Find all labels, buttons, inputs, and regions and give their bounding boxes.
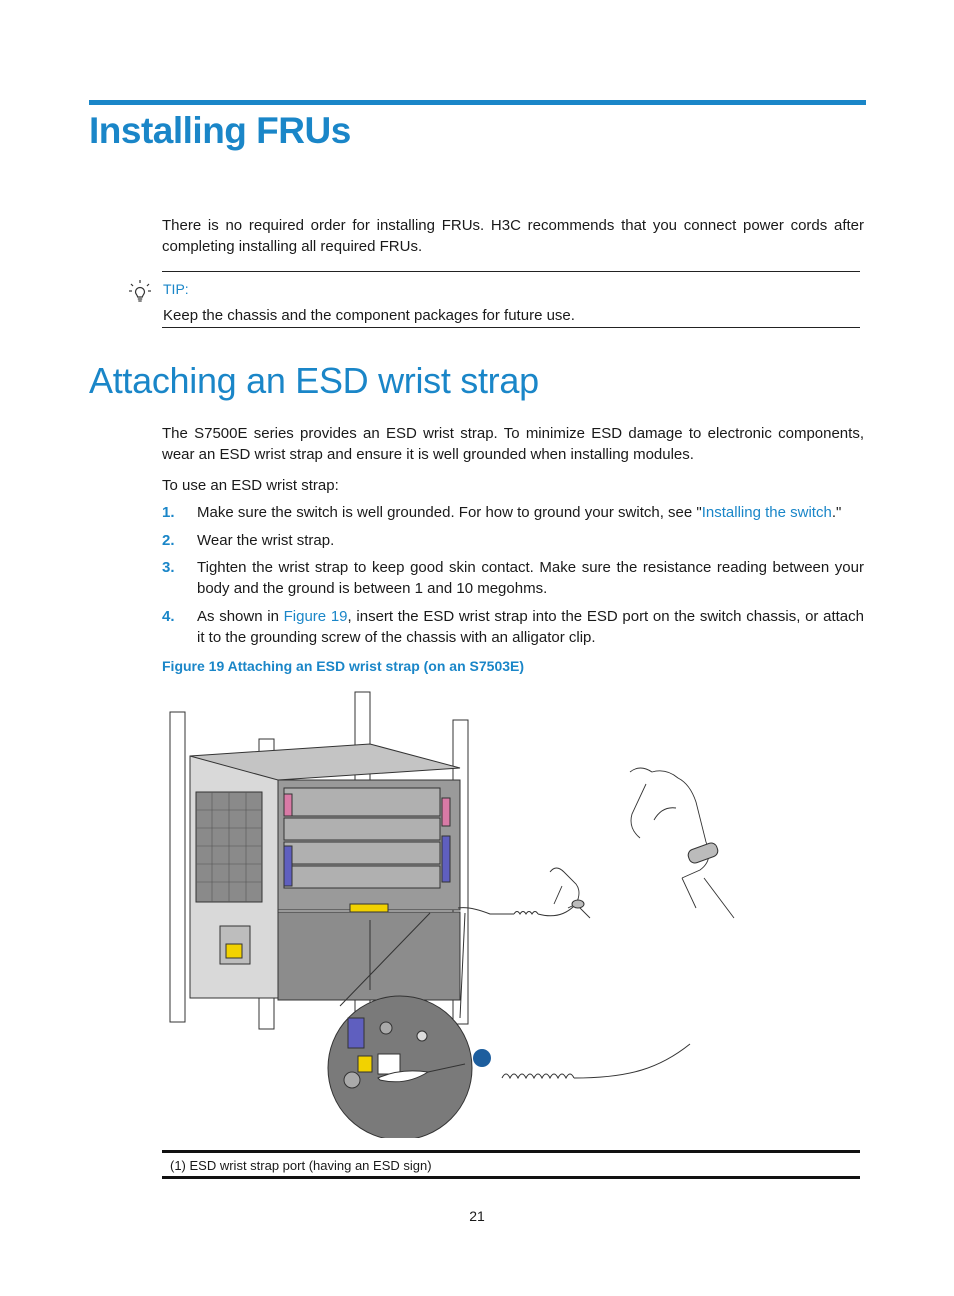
figure-caption: Figure 19 Attaching an ESD wrist strap (on an S7503E)	[162, 658, 525, 674]
tip-text: Keep the chassis and the component packages for future use.	[163, 307, 575, 324]
step-number: 1.	[162, 504, 175, 521]
step-number: 2.	[162, 532, 175, 549]
step-number: 3.	[162, 559, 175, 576]
step-item: 1. Make sure the switch is well grounded. For how to ground your switch, see "Installing the switch."	[162, 504, 842, 521]
tip-label: TIP:	[163, 281, 189, 297]
section-paragraph: The S7500E series provides an ESD wrist strap. To minimize ESD damage to electronic components, wear an ESD wrist strap and ensure it is well grounded when installing modules.	[162, 425, 864, 463]
step-number: 4.	[162, 608, 175, 625]
figure-legend: (1) ESD wrist strap port (having an ESD sign)	[170, 1158, 432, 1173]
step-item: 4. As shown in Figure 19, insert the ESD wrist strap into the ESD port on the switch chassis, or attach it to the grounding screw of the chassis with an alligator clip.	[162, 608, 864, 646]
legend-top-rule	[162, 1150, 860, 1153]
installing-switch-link[interactable]: Installing the switch	[701, 504, 832, 521]
callout-marker	[473, 1049, 491, 1067]
intro-paragraph: There is no required order for installing FRUs. H3C recommends that you connect power cords after completing installing all required FRUs.	[162, 217, 864, 255]
page-number: 21	[469, 1208, 485, 1224]
figure-19-link[interactable]: Figure 19	[283, 608, 348, 625]
legend-bottom-rule	[162, 1176, 860, 1179]
page-heading: Installing FRUs	[89, 110, 351, 151]
steps-list	[162, 502, 864, 648]
tip-top-rule	[162, 271, 860, 272]
steps-intro: To use an ESD wrist strap:	[162, 477, 339, 494]
lightbulb-icon	[128, 279, 152, 305]
step-item: 2. Wear the wrist strap.	[162, 532, 335, 549]
tip-bottom-rule	[162, 327, 860, 328]
esd-wrist-strap-figure	[160, 688, 780, 1138]
section-heading: Attaching an ESD wrist strap	[89, 360, 539, 401]
step-item: 3. Tighten the wrist strap to keep good skin contact. Make sure the resistance reading between your body and the ground is between 1 and 10 megohms.	[162, 559, 864, 597]
heading-top-bar	[89, 100, 866, 105]
